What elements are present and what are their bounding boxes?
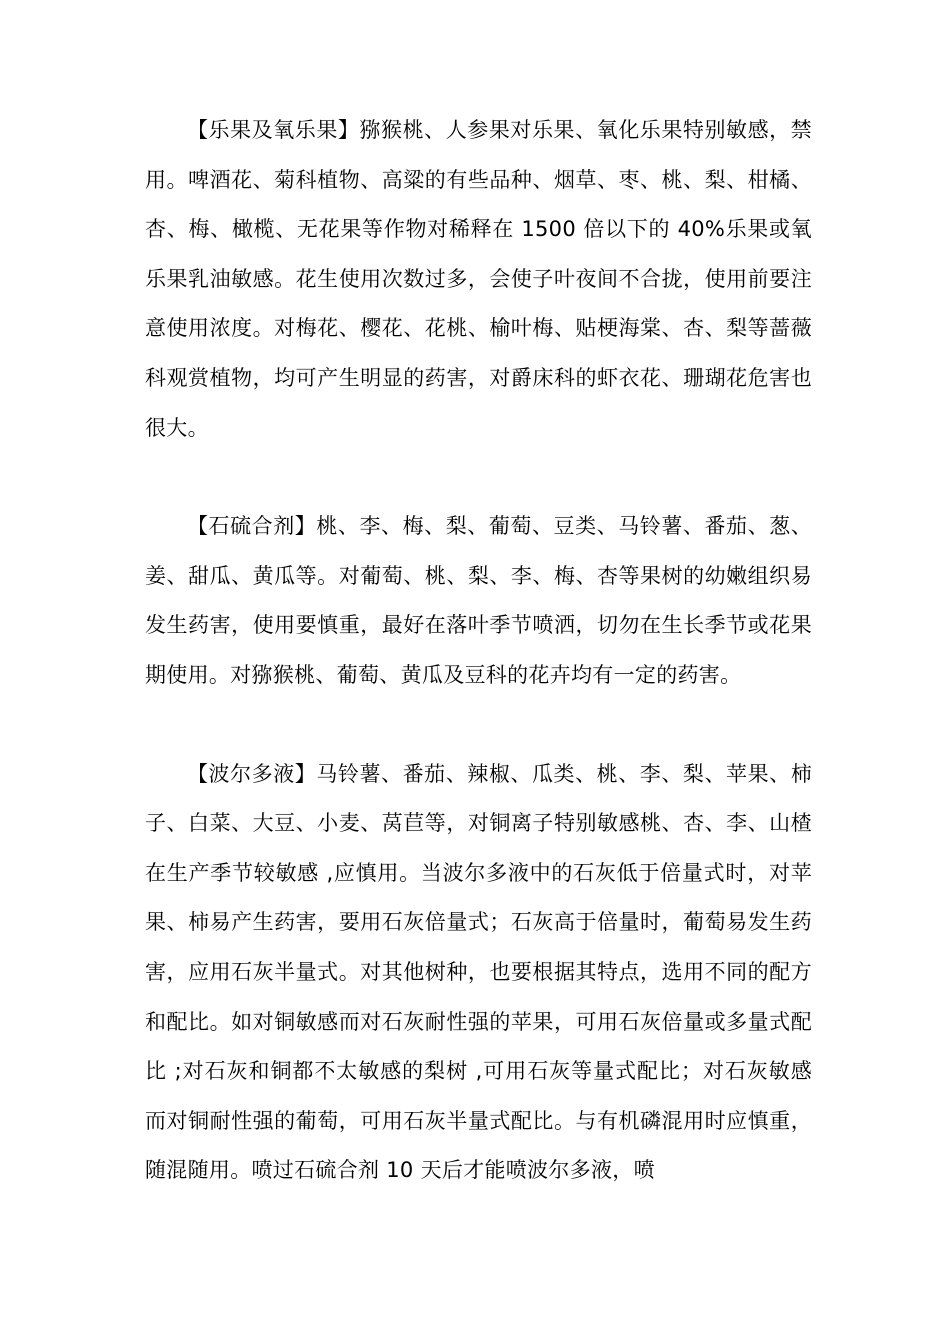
paragraph-label: 【石硫合剂】 xyxy=(187,514,317,539)
paragraph-leguo xyxy=(145,106,812,453)
paragraph-label: 【波尔多液】 xyxy=(187,761,317,786)
paragraph-boerduoye xyxy=(145,750,812,1196)
paragraph-text: 马铃薯、番茄、辣椒、瓜类、桃、李、梨、苹果、柿子、白菜、大豆、小麦、莴苣等，对铜离子特别敏感桃、杏、李、山楂在生产季节较敏感 ,应慎用。当波尔多液中的石灰低于倍量式时，对苹果、柿易产生药害，要用石灰倍量式；石灰高于倍量时，葡萄易发生药害，应用石灰半量式。对其他树种，也要根据其特点，选用不同的配方和配比。如对铜敏感而对石灰耐性强的苹果，可用石灰倍量或多量式配比 ;对石灰和铜都不太敏感的梨树 ,可用石灰等量式配比；对石灰敏感而对铜耐性强的葡萄，可用石灰半量式配比。与有机磷混用时应慎重，随混随用。喷过石硫合剂 10 天后才能喷波尔多液，喷 xyxy=(145,761,812,1183)
paragraph-text: 桃、李、梅、梨、葡萄、豆类、马铃薯、番茄、葱、姜、甜瓜、黄瓜等。对葡萄、桃、梨、李、梅、杏等果树的幼嫩组织易发生药害，使用要慎重，最好在落叶季节喷洒，切勿在生长季节或花果期使用。对猕猴桃、葡萄、黄瓜及豆科的花卉均有一定的药害。 xyxy=(145,514,812,687)
paragraph-label: 【乐果及氧乐果】 xyxy=(187,118,360,142)
paragraph-text: 猕猴桃、人参果对乐果、氧化乐果特别敏感，禁用。啤酒花、菊科植物、高粱的有些品种、烟草、枣、桃、梨、柑橘、杏、梅、橄榄、无花果等作物对稀释在 1500 倍以下的 40%乐果或氧乐果乳油敏感。花生使用次数过多，会使子叶夜间不合拢，使用前要注意使用浓度。对梅花、樱花、花桃、榆叶梅、贴梗海棠、杏、梨等蔷薇科观赏植物，均可产生明显的药害，对爵床科的虾衣花、珊瑚花危害也很大。 xyxy=(145,118,812,440)
paragraph-shiliuheji xyxy=(145,502,812,700)
